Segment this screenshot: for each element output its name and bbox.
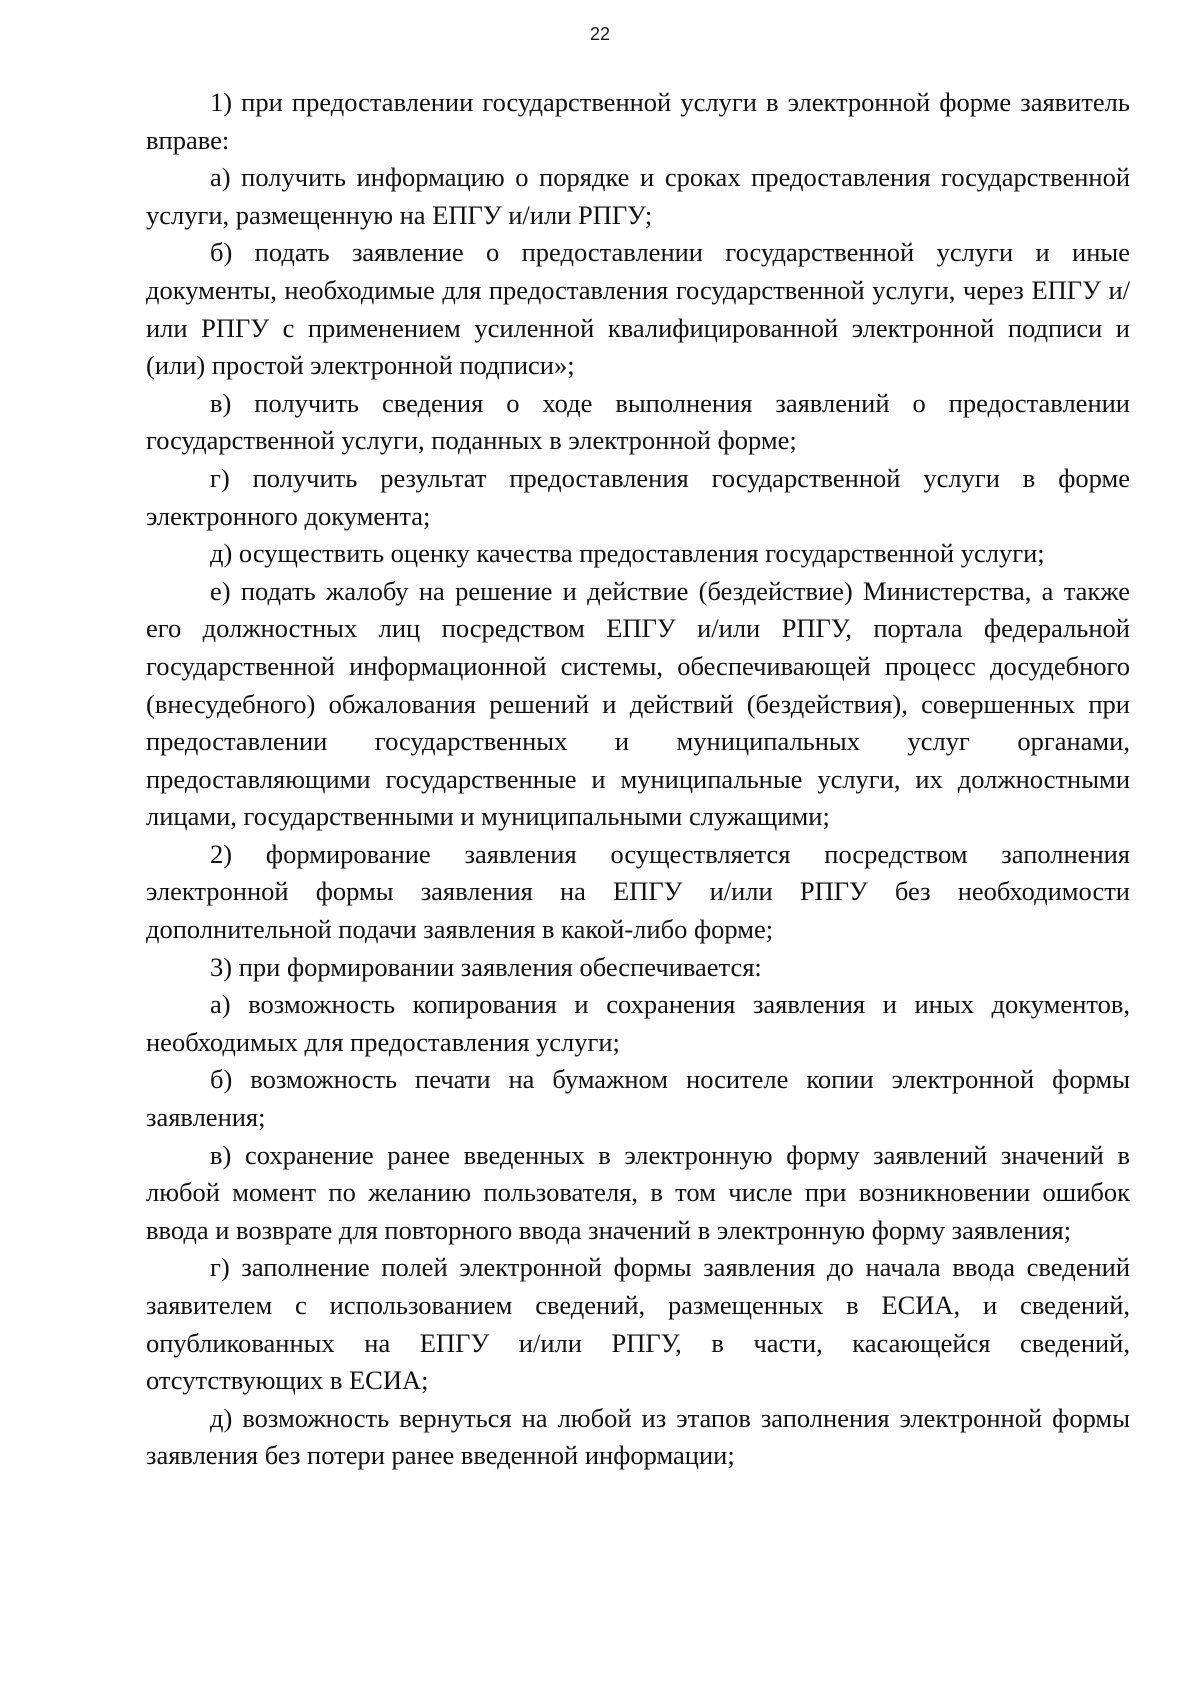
paragraph-3-intro: 3) при формировании заявления обеспечивается: xyxy=(210,951,762,982)
paragraph-3b: б) возможность печати на бумажном носителе копии электронной формы заявления; xyxy=(146,1064,1130,1133)
paragraph-1e: е) подать жалобу на решение и действие (бездействие) Министерства, а также его должностных лиц посредством ЕПГУ и/или РПГУ, портала федеральной государственной информационной системы, обеспечивающей процесс досудебного (внесудебного) обжалования решений и действий (бездействия), совершенных при предоставлении государственных и муниципальных услуг органами, предоставляющими государственные и муниципальные услуги, их должностными лицами, государственными и муниципальными служащими; xyxy=(146,575,1130,832)
document-body xyxy=(146,84,1130,1475)
paragraph-3d: д) возможность вернуться на любой из этапов заполнения электронной формы заявления без потери ранее введенной информации; xyxy=(146,1402,1130,1471)
paragraph-1-intro: 1) при предоставлении государственной услуги в электронной форме заявитель вправе: xyxy=(146,87,1130,155)
page-number: 22 xyxy=(589,24,611,44)
paragraph-1d: д) осуществить оценку качества предоставления государственной услуги; xyxy=(210,538,1045,569)
paragraph-3a: а) возможность копирования и сохранения заявления и иных документов, необходимых для предоставления услуги; xyxy=(146,989,1130,1057)
paragraph-3v: в) сохранение ранее введенных в электронную форму заявлений значений в любой момент по желанию пользователя, в том числе при возникновении ошибок ввода и возврате для повторного ввода значений в электронную форму заявления; xyxy=(146,1139,1130,1245)
paragraph-1a: а) получить информацию о порядке и сроках предоставления государственной услуги, размещенную на ЕПГУ и/или РПГУ; xyxy=(146,162,1130,230)
paragraph-1g: г) получить результат предоставления государственной услуги в форме электронного документа; xyxy=(146,462,1130,531)
paragraph-1b: б) подать заявление о предоставлении государственной услуги и иные документы, необходимые для предоставления государственной услуги, через ЕПГУ и/или РПГУ с применением усиленной квалифицированной электронной подписи и (или) простой электронной подписи»; xyxy=(146,237,1130,381)
paragraph-3g: г) заполнение полей электронной формы заявления до начала ввода сведений заявителем с использованием сведений, размещенных в ЕСИА, и сведений, опубликованных на ЕПГУ и/или РПГУ, в части, касающейся сведений, отсутствующих в ЕСИА; xyxy=(146,1252,1130,1396)
paragraph-2: 2) формирование заявления осуществляется посредством заполнения электронной формы заявления на ЕПГУ и/или РПГУ без необходимости дополнительной подачи заявления в какой-либо форме; xyxy=(146,838,1130,945)
paragraph-1v: в) получить сведения о ходе выполнения заявлений о предоставлении государственной услуги, поданных в электронной форме; xyxy=(146,387,1130,456)
